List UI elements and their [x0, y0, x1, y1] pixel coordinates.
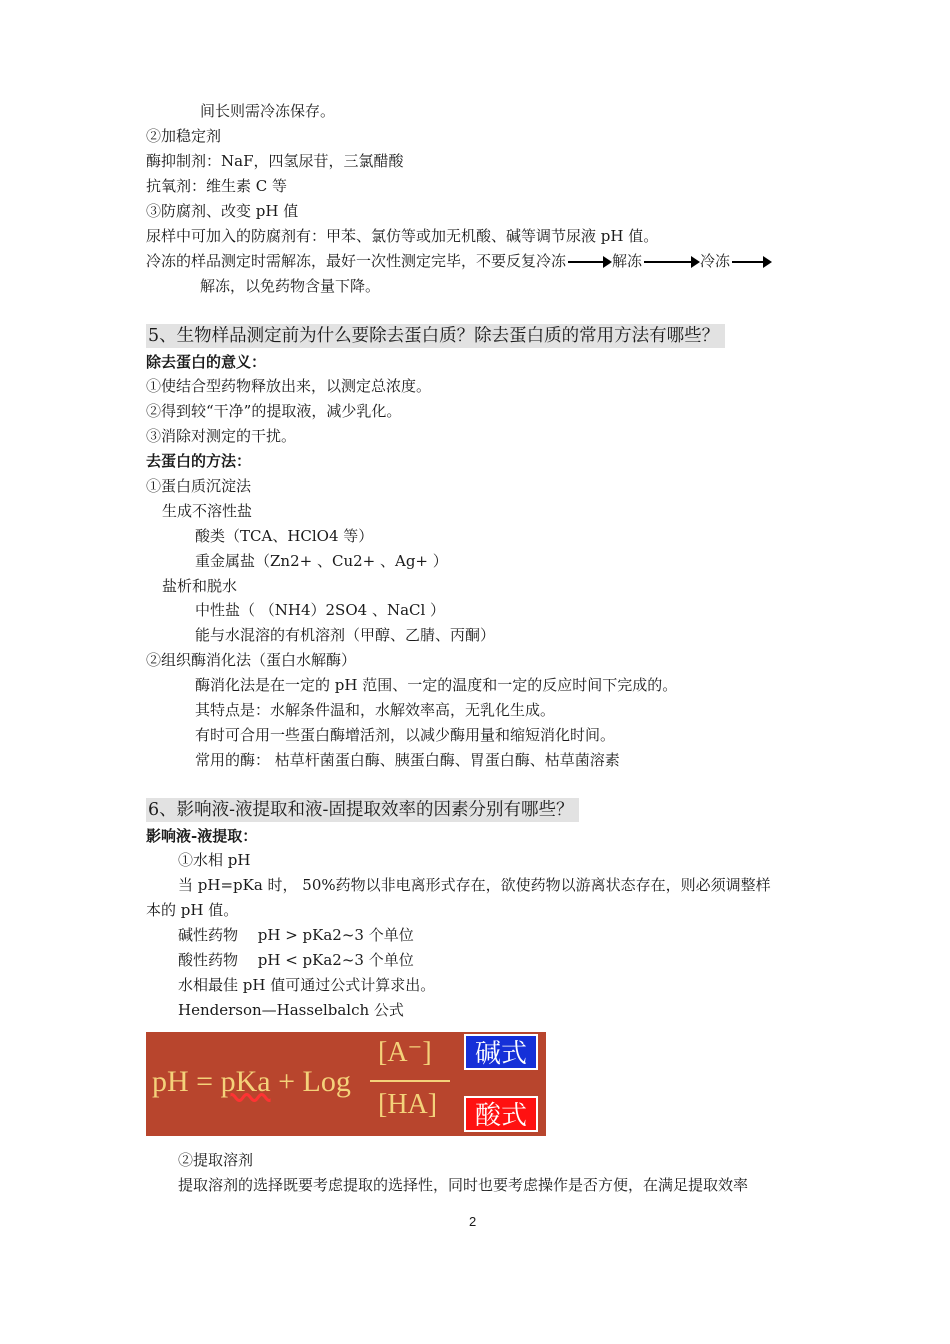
- formula-pka: pKa: [220, 1065, 271, 1098]
- text-line: ①水相 pH: [178, 851, 251, 869]
- base-form-badge: 碱式: [464, 1034, 538, 1070]
- text-line: 酶消化法是在一定的 pH 范围、一定的温度和一定的反应时间下完成的。: [195, 676, 678, 694]
- formula-rest: + Log: [270, 1065, 351, 1098]
- text-span: 冷冻: [700, 252, 731, 270]
- formula-numerator: [A⁻]: [378, 1037, 432, 1068]
- subheading: 去蛋白的方法：: [146, 452, 252, 470]
- section-5-heading: 5、生物样品测定前为什么要除去蛋白质？除去蛋白质的常用方法有哪些？: [146, 324, 725, 348]
- text-line: 常用的酶： 枯草杆菌蛋白酶、胰蛋白酶、胃蛋白酶、枯草菌溶素: [195, 751, 620, 769]
- text-line: 中性盐（ （NH4）2SO4 、NaCl ）: [195, 601, 446, 619]
- text-line-freeze-thaw: [146, 251, 772, 271]
- text-line: 酸类（TCA、HClO4 等）: [195, 527, 374, 545]
- text-line: 其特点是：水解条件温和，水解效率高，无乳化生成。: [195, 701, 556, 719]
- text-line: ①蛋白质沉淀法: [146, 477, 252, 495]
- text-line: 碱性药物 pH > pKa2~3 个单位: [178, 926, 414, 944]
- subheading: 影响液-液提取：: [146, 827, 258, 845]
- arrow-icon: [568, 261, 610, 263]
- text-line: 生成不溶性盐: [162, 502, 253, 520]
- text-line: Henderson—Hasselbalch 公式: [178, 1001, 404, 1019]
- text-line: 尿样中可加入的防腐剂有：甲苯、氯仿等或加无机酸、碱等调节尿液 pH 值。: [146, 227, 659, 245]
- text-line: ②加稳定剂: [146, 127, 222, 145]
- text-line: 酶抑制剂：NaF，四氢尿苷，三氯醋酸: [146, 152, 404, 170]
- formula-lhs-text: pH =: [152, 1065, 221, 1098]
- text-line: 酸性药物 pH < pKa2~3 个单位: [178, 951, 414, 969]
- text-span: 冷冻的样品测定时需解冻，最好一次性测定完毕，不要反复冷冻: [146, 252, 567, 270]
- text-line: 抗氧剂：维生素 C 等: [146, 177, 288, 195]
- acid-form-badge: 酸式: [464, 1096, 538, 1132]
- subheading: 除去蛋白的意义：: [146, 353, 267, 371]
- text-line: ①使结合型药物释放出来，以测定总浓度。: [146, 377, 432, 395]
- text-line: ②得到较“干净”的提取液，减少乳化。: [146, 402, 402, 420]
- text-line: ②提取溶剂: [178, 1151, 254, 1169]
- text-line: 间长则需冷冻保存。: [200, 102, 336, 120]
- formula-lhs: [152, 1064, 351, 1100]
- text-line: 能与水混溶的有机溶剂（甲醇、乙腈、丙酮）: [195, 626, 496, 644]
- section-6-heading: 6、影响液-液提取和液-固提取效率的因素分别有哪些？: [146, 798, 579, 822]
- text-line: 盐析和脱水: [162, 577, 238, 595]
- text-line: 当 pH=pKa 时， 50%药物以非电离形式存在，欲使药物以游离状态存在，则必须调整样: [178, 876, 771, 894]
- arrow-icon: [644, 261, 698, 263]
- text-line: 水相最佳 pH 值可通过公式计算求出。: [178, 976, 436, 994]
- text-line: ②组织酶消化法（蛋白水解酶）: [146, 651, 357, 669]
- text-span: 解冻: [612, 252, 643, 270]
- text-line: 解冻，以免药物含量下降。: [200, 277, 381, 295]
- formula-fraction-bar: [370, 1080, 450, 1082]
- page-number: 2: [469, 1214, 477, 1229]
- text-line: 有时可合用一些蛋白酶增活剂，以减少酶用量和缩短消化时间。: [195, 726, 616, 744]
- text-line: 重金属盐（Zn2+ 、Cu2+ 、Ag+ ）: [195, 552, 448, 570]
- formula-denominator: [HA]: [378, 1089, 438, 1120]
- text-line: 提取溶剂的选择既要考虑提取的选择性，同时也要考虑操作是否方便，在满足提取效率: [178, 1176, 749, 1194]
- text-line: ③消除对测定的干扰。: [146, 427, 297, 445]
- henderson-hasselbalch-formula-image: [146, 1032, 546, 1136]
- text-line: ③防腐剂、改变 pH 值: [146, 202, 299, 220]
- arrow-icon: [732, 261, 770, 263]
- text-line: 本的 pH 值。: [146, 901, 239, 919]
